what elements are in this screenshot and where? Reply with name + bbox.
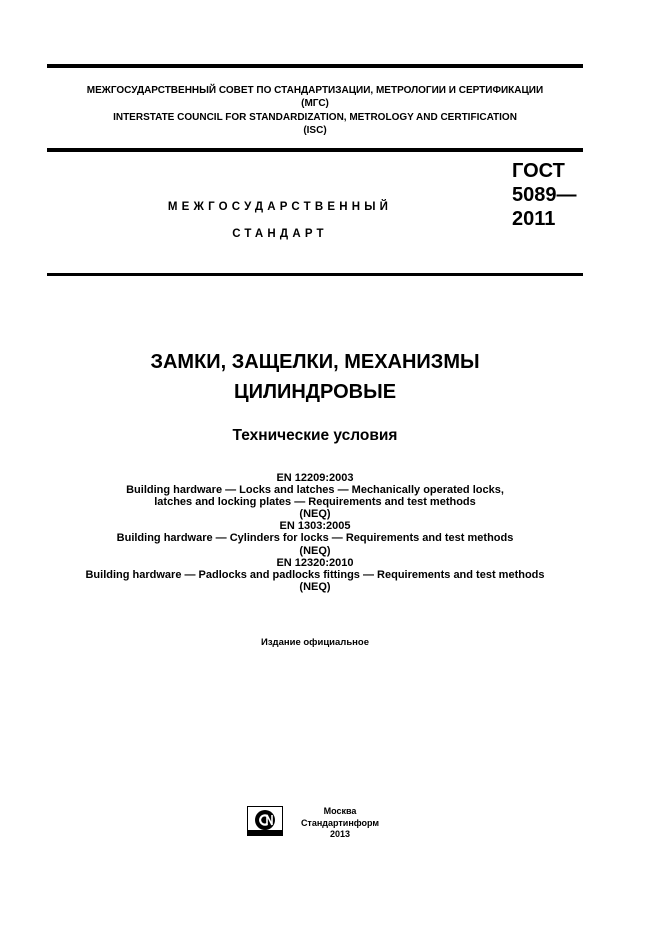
reference-equivalence: (NEQ) bbox=[299, 508, 331, 521]
reference-title-line: latches and locking plates — Requirements and test methods bbox=[154, 496, 476, 509]
reference-code: EN 12320:2010 bbox=[276, 556, 354, 569]
reference-code: EN 12209:2003 bbox=[276, 472, 354, 484]
reference-title-line: Building hardware — Locks and latches — Mechanically operated locks, bbox=[126, 484, 504, 497]
title-line2: ЦИЛИНДРОВЫЕ bbox=[233, 381, 397, 403]
edition-note: Издание официальное bbox=[261, 637, 369, 648]
standard-kind bbox=[120, 194, 440, 248]
document-subtitle: Технические условия bbox=[232, 427, 398, 444]
header-rule bbox=[47, 148, 583, 152]
council-ru-name: МЕЖГОСУДАРСТВЕННЫЙ СОВЕТ ПО СТАНДАРТИЗАЦИИ, МЕТРОЛОГИИ И СЕРТИФИКАЦИИ bbox=[86, 85, 544, 96]
standartinform-logo-icon bbox=[247, 806, 283, 836]
publisher-year: 2013 bbox=[329, 829, 351, 839]
council-ru-abbr: (МГС) bbox=[301, 98, 329, 110]
council-en-name: INTERSTATE COUNCIL FOR STANDARDIZATION, METROLOGY AND CERTIFICATION bbox=[113, 111, 517, 123]
designation-prefix: ГОСТ bbox=[512, 160, 565, 182]
document-title bbox=[47, 347, 583, 407]
standard-designation bbox=[512, 159, 577, 231]
reference-equivalence: (NEQ) bbox=[299, 544, 331, 557]
council-header bbox=[47, 84, 583, 137]
reference-code: EN 1303:2005 bbox=[279, 520, 351, 533]
designation-number: 5089— bbox=[512, 184, 577, 206]
publisher-name: Стандартинформ bbox=[300, 817, 380, 828]
standard-kind-line1: МЕЖГОСУДАРСТВЕННЫЙ bbox=[167, 201, 393, 213]
publisher-block bbox=[290, 806, 390, 841]
references-block bbox=[30, 472, 600, 593]
designation-year: 2011 bbox=[512, 208, 556, 230]
reference-title-line: Building hardware — Padlocks and padlocks fittings — Requirements and test methods bbox=[85, 568, 545, 581]
reference-equivalence: (NEQ) bbox=[299, 580, 331, 593]
publisher-city: Москва bbox=[323, 806, 357, 816]
reference-title-line: Building hardware — Cylinders for locks — Requirements and test methods bbox=[116, 532, 514, 545]
title-line1: ЗАМКИ, ЗАЩЕЛКИ, МЕХАНИЗМЫ bbox=[150, 351, 480, 373]
designation-rule bbox=[47, 273, 583, 276]
standard-kind-line2: СТАНДАРТ bbox=[232, 228, 328, 240]
top-rule bbox=[47, 64, 583, 68]
council-en-abbr: (ISC) bbox=[303, 124, 327, 136]
